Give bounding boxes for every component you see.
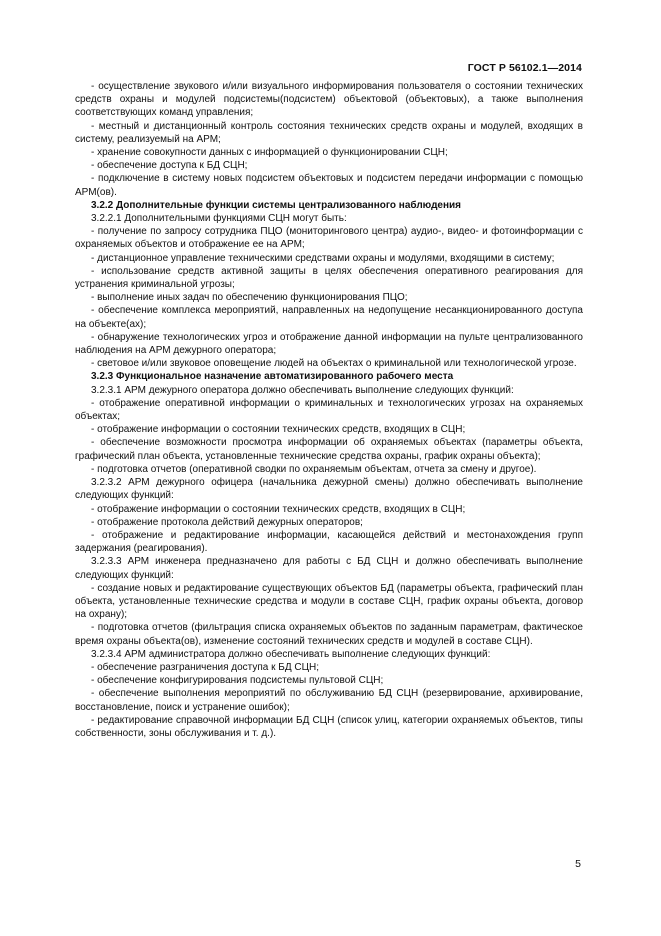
paragraph: - подготовка отчетов (фильтрация списка охраняемых объектов по заданным параметрам, фактическое время охраны объекта(ов), изменение состояний технических средств и модулей в составе СЦН). [75,622,583,647]
paragraph: - обеспечение разграничения доступа к БД СЦН; [91,661,319,673]
standard-header: ГОСТ Р 56102.1—2014 [467,62,582,74]
paragraph: 3.2.2.1 Дополнительными функциями СЦН могут быть: [91,213,347,225]
paragraph: - обеспечение выполнения мероприятий по обслуживанию БД СЦН (резервирование, архивирование, восстановление, поиск и устранение ошибок); [75,688,583,713]
paragraph: - обнаружение технологических угроз и отображение данной информации на пульте централизованного наблюдения на АРМ дежурного оператора; [75,331,583,357]
section-heading: 3.2.2 Дополнительные функции системы централизованного наблюдения [91,199,462,211]
paragraph: - обеспечение доступа к БД СЦН; [91,160,248,172]
paragraph: - обеспечение комплекса мероприятий, направленных на недопущение несанкционированного доступа на объекте(ах); [75,305,583,330]
paragraph: - использование средств активной защиты в целях обеспечения оперативного реагирования для устранения криминальной угрозы; [75,265,583,291]
paragraph: - отображение информации о состоянии технических средств, входящих в СЦН; [91,424,466,436]
paragraph: - дистанционное управление техническими средствами охраны и модулями, входящими в систему; [91,252,555,264]
paragraph: - обеспечение конфигурирования подсистемы пультовой СЦН; [91,675,384,687]
paragraph: - отображение оперативной информации о криминальных и технологических угрозах на охраняемых объектах; [75,397,583,423]
page-number: 5 [575,858,581,870]
document-body [75,80,583,740]
paragraph: - осуществление звукового и/или визуального информирования пользователя о состоянии технических средств охраны и модулей подсистемы(подсистем) объектовой (объектовых), а также выполнения соответствующих команд управления; [75,81,583,119]
paragraph: - отображение и редактирование информации, касающейся действий и местонахождения групп задержания (реагирования). [75,529,583,555]
paragraph: - отображение информации о состоянии технических средств, входящих в СЦН; [91,503,466,515]
paragraph: - редактирование справочной информации БД СЦН (список улиц, категории охраняемых объектов, типы собственности, зоны обслуживания и т. д.). [75,714,583,739]
paragraph: 3.2.3.4 АРМ администратора должно обеспечивать выполнение следующих функций: [91,648,491,660]
paragraph: 3.2.3.3 АРМ инженера предназначено для работы с БД СЦН и должно обеспечивать выполнение следующих функций: [75,556,583,581]
paragraph: - выполнение иных задач по обеспечению функционирования ПЦО; [91,292,408,304]
paragraph: 3.2.3.1 АРМ дежурного оператора должно обеспечивать выполнение следующих функций: [91,384,514,396]
paragraph: - обеспечение возможности просмотра информации об охраняемых объектах (параметры объекта, графический план объекта, установленные технические средства охраны, график охраны объекта); [75,437,583,462]
paragraph: - подключение в систему новых подсистем объектовых и подсистем передачи информации с помощью АРМ(ов). [75,173,583,198]
paragraph: 3.2.3.2 АРМ дежурного офицера (начальника дежурной смены) должно обеспечивать выполнение следующих функций: [75,477,583,502]
paragraph: - хранение совокупности данных с информацией о функционировании СЦН; [91,147,448,159]
paragraph: - подготовка отчетов (оперативной сводки по охраняемым объектам, отчета за смену и другое). [91,463,537,475]
paragraph: - получение по запросу сотрудника ПЦО (мониторингового центра) аудио-, видео- и фотоинформации с охраняемых объектов и отображение ее на АРМ; [75,226,583,251]
paragraph: - создание новых и редактирование существующих объектов БД (параметры объекта, графический план объекта, установленные технические средства и модули в составе СЦН, график охраны объекта, договор на охрану); [75,582,583,621]
paragraph: - местный и дистанционный контроль состояния технических средств охраны и модулей, входящих в систему, реализуемый на АРМ; [75,120,583,145]
section-heading: 3.2.3 Функциональное назначение автоматизированного рабочего места [91,371,454,383]
paragraph: - световое и/или звуковое оповещение людей на объектах о криминальной или технологической угрозе. [91,358,577,370]
paragraph: - отображение протокола действий дежурных операторов; [91,516,363,528]
